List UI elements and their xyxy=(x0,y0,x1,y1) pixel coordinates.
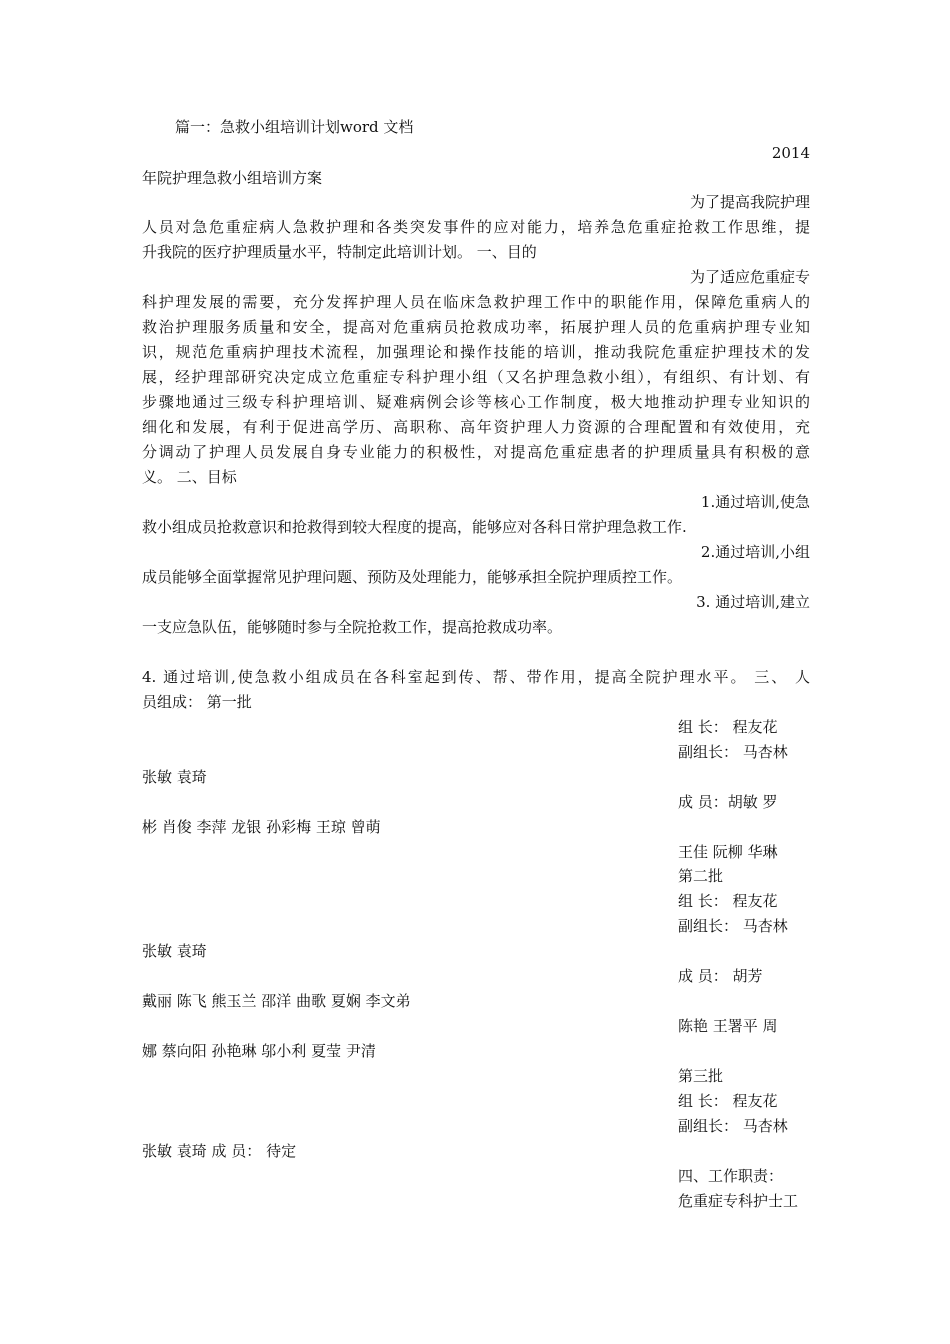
paragraph-line: 细化和发展，有利于促进高学历、高职称、高年资护理人力资源的合理配置和有效使用，充 xyxy=(142,418,810,436)
paragraph-line: 员组成： 第一批 xyxy=(142,693,252,711)
paragraph-line: 一支应急队伍，能够随时参与全院抢救工作，提高抢救成功率。 xyxy=(142,618,563,636)
paragraph-line: 科护理发展的需要，充分发挥护理人员在临床急救护理工作中的职能作用，保障危重病人的 xyxy=(142,293,810,311)
paragraph-line: 3. 通过培训,建立 xyxy=(696,593,810,611)
roster-line: 副组长： 马杏林 xyxy=(678,743,788,761)
roster-line: 组 长： 程友花 xyxy=(678,718,778,736)
roster-line: 第三批 xyxy=(678,1067,724,1085)
paragraph-line: 升我院的医疗护理质量水平，特制定此培训计划。 一、目的 xyxy=(142,243,537,261)
roster-line: 张敏 袁琦 成 员： 待定 xyxy=(142,1142,297,1160)
document-heading: 篇一：急救小组培训计划word 文档 xyxy=(175,118,414,136)
document-title: 年院护理急救小组培训方案 xyxy=(142,169,323,187)
paragraph-line: 识，规范危重病护理技术流程，加强理论和操作技能的培训，推动我院危重症护理技术的发 xyxy=(142,343,810,361)
paragraph-line: 救小组成员抢救意识和抢救得到较大程度的提高，能够应对各科日常护理急救工作. xyxy=(142,518,687,536)
roster-line: 彬 肖俊 李萍 龙银 孙彩梅 王琼 曾萌 xyxy=(142,818,381,836)
roster-line: 张敏 袁琦 xyxy=(142,768,207,786)
paragraph-line: 成员能够全面掌握常见护理问题、预防及处理能力，能够承担全院护理质控工作。 xyxy=(142,568,683,586)
roster-line: 成 员： 胡芳 xyxy=(678,967,763,985)
roster-line: 成 员：胡敏 罗 xyxy=(678,793,778,811)
roster-line: 娜 蔡向阳 孙艳琳 邬小利 夏莹 尹清 xyxy=(142,1042,376,1060)
roster-line: 第二批 xyxy=(678,867,724,885)
roster-line: 副组长： 马杏林 xyxy=(678,1117,788,1135)
paragraph-line: 步骤地通过三级专科护理培训、疑难病例会诊等核心工作制度，极大地推动护理专业知识的 xyxy=(142,393,810,411)
paragraph-line: 人员对急危重症病人急救护理和各类突发事件的应对能力，培养急危重症抢救工作思维，提 xyxy=(142,218,810,236)
paragraph-line: 危重症专科护士工 xyxy=(678,1192,799,1210)
roster-line: 张敏 袁琦 xyxy=(142,942,207,960)
section-heading: 四、工作职责： xyxy=(678,1167,784,1185)
paragraph-line: 为了适应危重症专 xyxy=(689,268,810,286)
roster-line: 组 长： 程友花 xyxy=(678,1092,778,1110)
paragraph-line: 义。 二、目标 xyxy=(142,468,237,486)
paragraph-line: 2.通过培训,小组 xyxy=(700,543,810,561)
paragraph-line: 4. 通过培训,使急救小组成员在各科室起到传、帮、带作用，提高全院护理水平。 三、 人 xyxy=(142,668,810,686)
paragraph-line: 展，经护理部研究决定成立危重症专科护理小组（又名护理急救小组），有组织、有计划、有 xyxy=(142,368,810,386)
roster-line: 王佳 阮柳 华琳 xyxy=(678,843,778,861)
roster-line: 副组长： 马杏林 xyxy=(678,917,788,935)
paragraph-line: 1.通过培训,使急 xyxy=(700,493,810,511)
roster-line: 陈艳 王署平 周 xyxy=(678,1017,778,1035)
roster-line: 戴丽 陈飞 熊玉兰 邵洋 曲歌 夏娴 李文弟 xyxy=(142,992,411,1010)
title-year: 2014 xyxy=(771,144,810,162)
paragraph-line: 分调动了护理人员发展自身专业能力的积极性，对提高危重症患者的护理质量具有积极的意 xyxy=(142,443,810,461)
roster-line: 组 长： 程友花 xyxy=(678,892,778,910)
paragraph-line: 为了提高我院护理 xyxy=(689,193,810,211)
paragraph-line: 救治护理服务质量和安全，提高对危重病员抢救成功率，拓展护理人员的危重病护理专业知 xyxy=(142,318,810,336)
